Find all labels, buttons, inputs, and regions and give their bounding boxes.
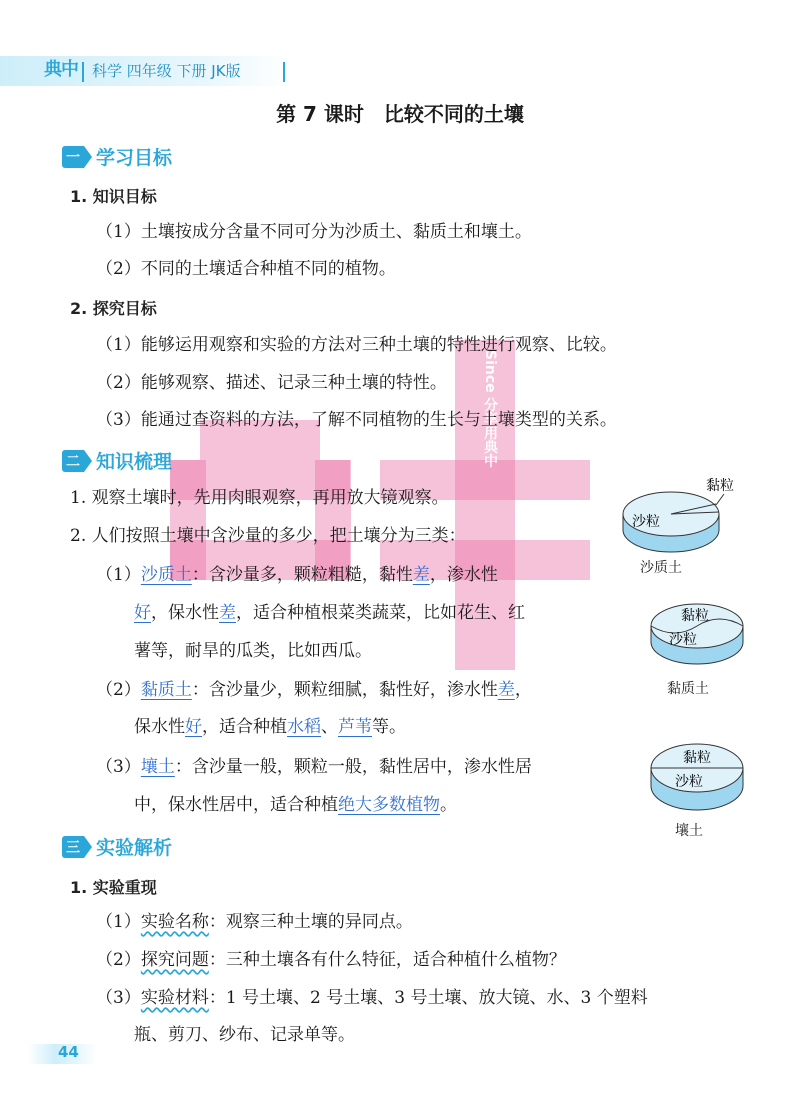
- text: ：1 号土壤、2 号土壤、3 号土壤、放大镜、水、3 个塑料: [208, 988, 648, 1008]
- inquiry-goal-heading: 2. 探究目标: [70, 299, 157, 318]
- goal-line: （2）不同的土壤适合种植不同的植物。: [96, 259, 396, 279]
- section-title: 实验解析: [96, 837, 173, 859]
- item-number: （2）: [96, 680, 141, 700]
- keyword: 实验材料: [140, 988, 209, 1008]
- clay-soil-line-2: [134, 716, 406, 738]
- text: 、: [321, 717, 338, 737]
- figure-caption: 沙质土: [640, 560, 682, 576]
- knowledge-point: 2. 人们按照土壤中含沙量的多少，把土壤分为三类：: [70, 526, 466, 546]
- item-number: （3）: [96, 988, 141, 1008]
- text: ，渗水性: [429, 565, 498, 585]
- answer-loam: 壤土: [140, 757, 175, 777]
- section-badge: 一: [62, 146, 84, 168]
- brand-logo: 典中: [44, 59, 78, 80]
- grain-label: 黏粒: [683, 750, 711, 766]
- watermark-logo-bar: [170, 460, 206, 580]
- watermark-logo-bar: [315, 460, 351, 580]
- text: ，保水性: [151, 603, 219, 623]
- answer-sandy-soil: 沙质土: [140, 565, 192, 585]
- answer-blank: 差: [497, 680, 515, 700]
- answer-clay-soil: 黏质土: [140, 680, 192, 700]
- section-badge: 二: [62, 450, 84, 472]
- item-number: （1）: [96, 565, 141, 585]
- item-number: （3）: [96, 757, 141, 777]
- goal-line: （2）能够观察、描述、记录三种土壤的特性。: [96, 373, 447, 393]
- answer-blank: 差: [219, 603, 236, 623]
- text: 保水性: [134, 717, 185, 737]
- sandy-soil-line-2: [134, 602, 525, 624]
- loam-figure: [645, 738, 755, 818]
- sandy-soil-figure: [616, 472, 766, 582]
- text: 。: [440, 795, 457, 815]
- loam-line: [96, 756, 532, 778]
- item-number: （1）: [96, 912, 141, 932]
- goal-line: （1）能够运用观察和实验的方法对三种土壤的特性进行观察、比较。: [96, 335, 617, 355]
- page-number: 44: [58, 1043, 79, 1061]
- lesson-title: 第 7 课时 比较不同的土壤: [276, 102, 524, 126]
- grain-label: 黏粒: [706, 478, 734, 494]
- item-number: （2）: [96, 950, 141, 970]
- text: 中，保水性居中，适合种植: [134, 795, 338, 815]
- grain-label: 沙粒: [675, 774, 703, 790]
- experiment-line: [96, 911, 413, 933]
- answer-blank: 水稻: [287, 717, 321, 737]
- header-divider-end: [283, 62, 285, 82]
- text: ：含沙量多，颗粒粗糙，黏性: [191, 565, 413, 585]
- book-title: 科学 四年级 下册 JK版: [92, 62, 241, 80]
- answer-blank: 绝大多数植物: [338, 795, 440, 815]
- knowledge-point: 1. 观察土壤时，先用肉眼观察，再用放大镜观察。: [70, 488, 449, 508]
- clay-soil-figure: [645, 596, 755, 676]
- clay-soil-line: [96, 679, 532, 701]
- keyword: 探究问题: [140, 950, 209, 970]
- text: ：观察三种土壤的异同点。: [208, 912, 413, 932]
- grain-label: 沙粒: [669, 632, 697, 648]
- answer-blank: 差: [412, 565, 430, 585]
- section-title: 知识梳理: [96, 451, 173, 473]
- section-title: 学习目标: [96, 147, 173, 169]
- answer-blank: 好: [185, 717, 202, 737]
- answer-blank: 好: [134, 603, 151, 623]
- goal-line: （1）土壤按成分含量不同可分为沙质土、黏质土和壤土。: [96, 222, 532, 242]
- text: ：含沙量少，颗粒细腻，黏性好，渗水性: [191, 680, 498, 700]
- section-knowledge-heading: [62, 447, 172, 474]
- watermark-text: Since 分享用典中: [482, 350, 498, 468]
- header-divider: [82, 62, 84, 82]
- section-goals-heading: [62, 143, 172, 170]
- knowledge-goal-heading: 1. 知识目标: [70, 187, 157, 206]
- grain-label: 沙粒: [632, 514, 660, 530]
- text: ，适合种植: [202, 717, 287, 737]
- text: ，: [514, 680, 532, 700]
- sandy-soil-line-3: 薯等，耐旱的瓜类，比如西瓜。: [134, 641, 372, 661]
- text: ：三种土壤各有什么特征，适合种植什么植物？: [208, 950, 566, 970]
- experiment-heading: 1. 实验重现: [70, 878, 157, 897]
- keyword: 实验名称: [140, 912, 209, 932]
- grain-label: 黏粒: [681, 608, 709, 624]
- section-badge: 三: [62, 836, 84, 858]
- figure-caption: 黏质土: [667, 681, 709, 697]
- answer-blank: 芦苇: [338, 717, 372, 737]
- text: 等。: [372, 717, 406, 737]
- text: ，适合种植根菜类蔬菜，比如花生、红: [236, 603, 525, 623]
- section-experiment-heading: [62, 833, 172, 860]
- loam-line-2: [134, 794, 457, 816]
- experiment-line: [96, 987, 648, 1009]
- sandy-soil-line: [96, 564, 498, 586]
- experiment-line: [96, 949, 566, 971]
- figure-caption: 壤土: [675, 823, 703, 839]
- goal-line: （3）能通过查资料的方法，了解不同植物的生长与土壤类型的关系。: [96, 410, 617, 430]
- text: ：含沙量一般，颗粒一般，黏性居中，渗水性居: [174, 757, 532, 777]
- experiment-line-cont: 瓶、剪刀、纱布、记录单等。: [134, 1025, 355, 1045]
